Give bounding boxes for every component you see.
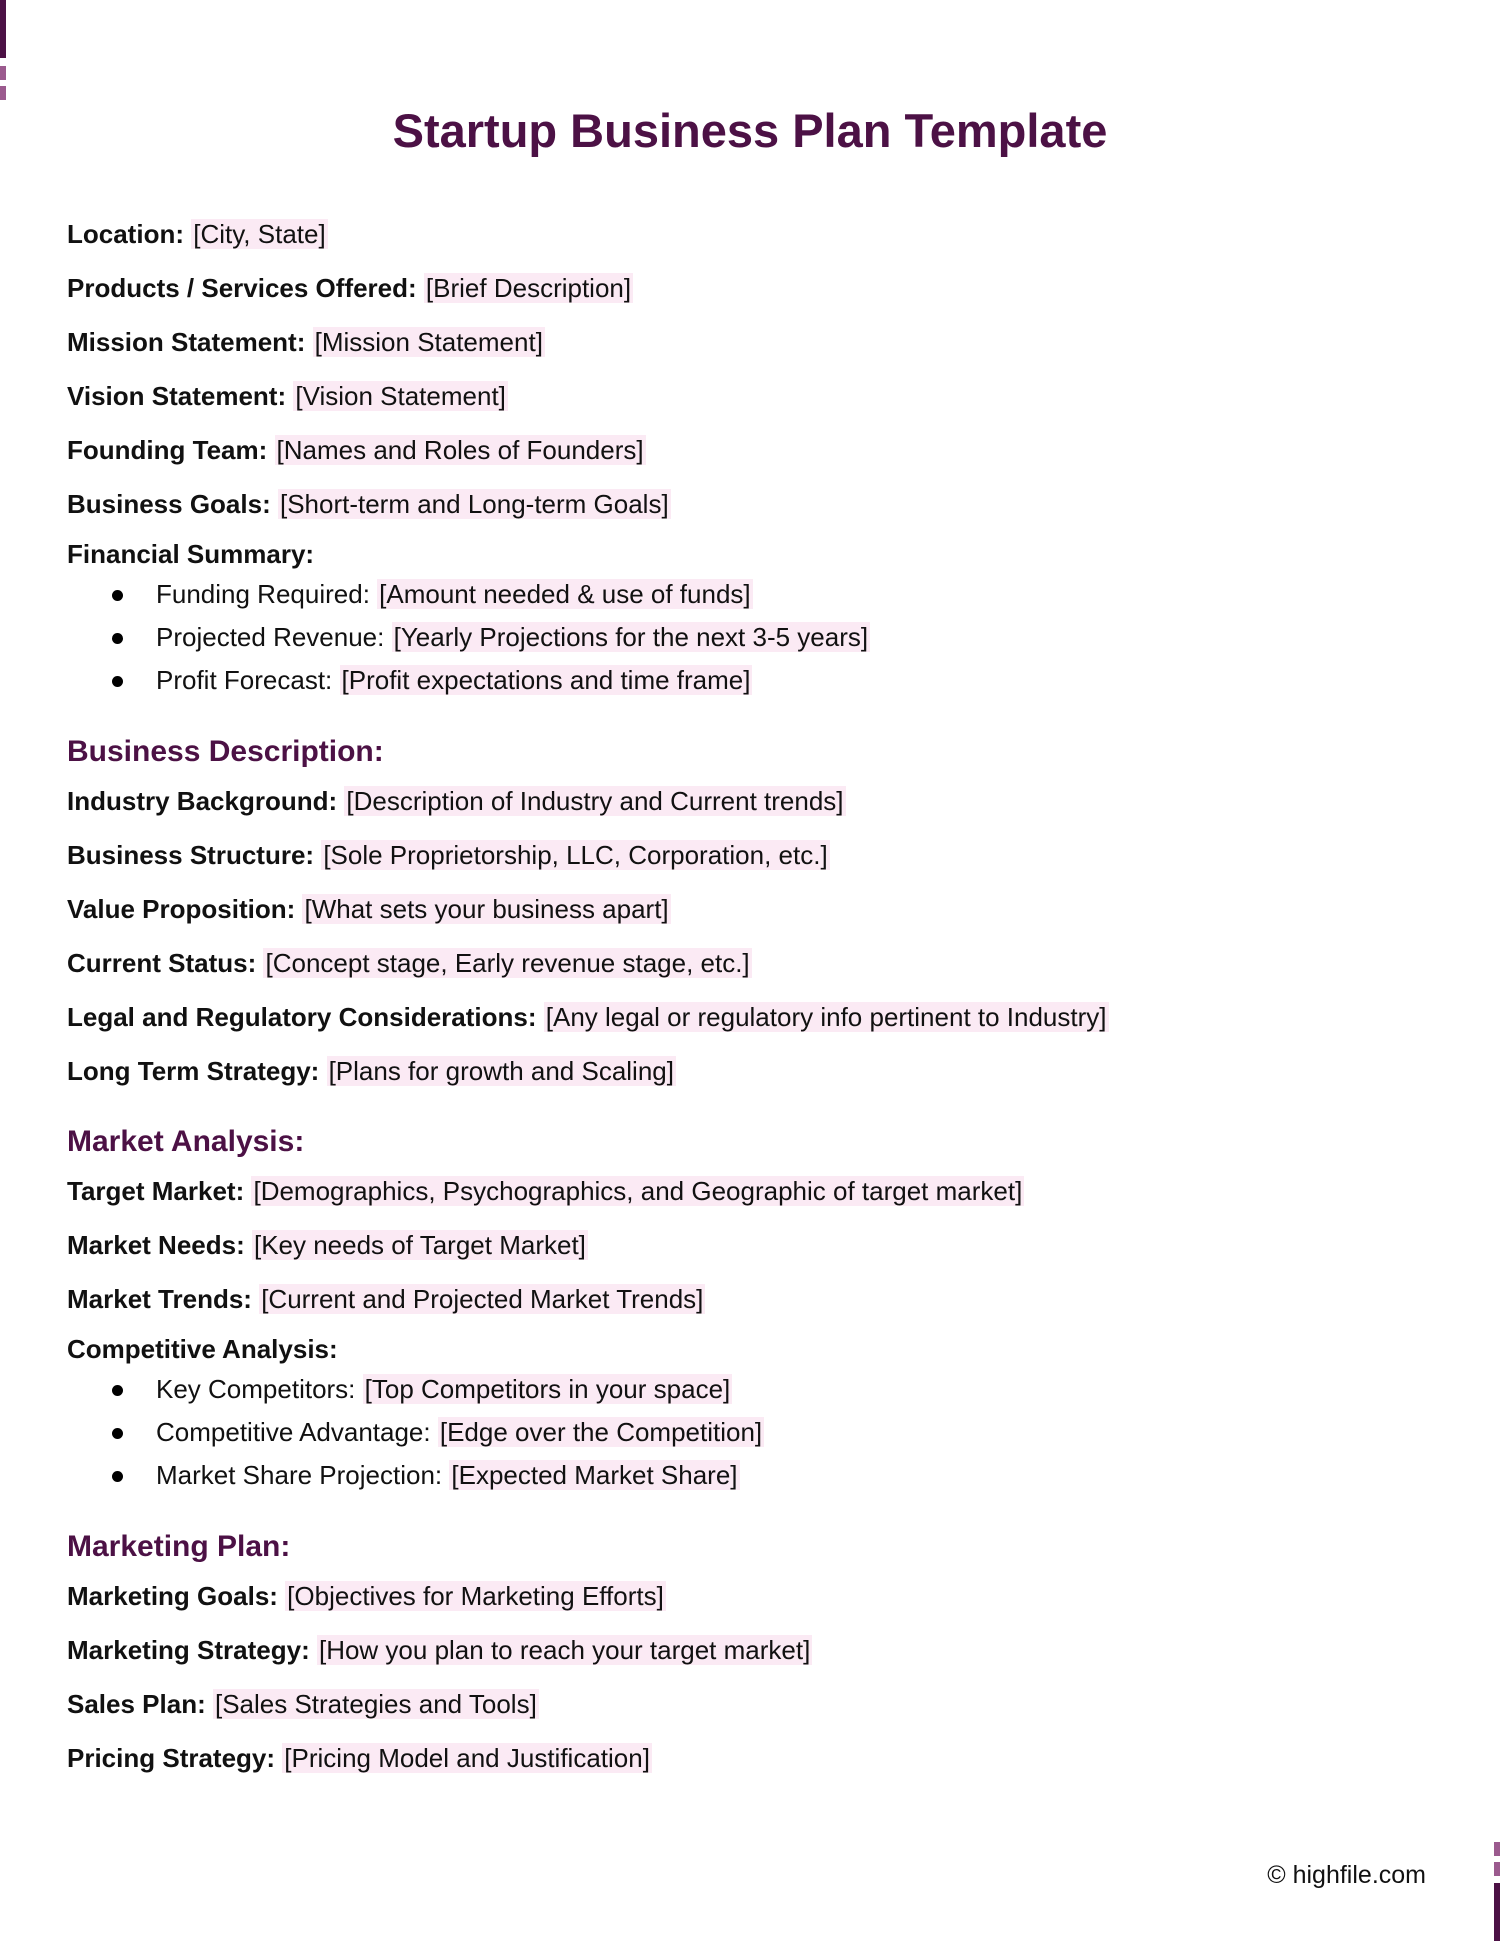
industry-background-field	[67, 778, 1427, 832]
bullet-icon	[112, 1428, 123, 1439]
field-label: Business Goals:	[67, 489, 271, 519]
corner-dash-top-left-2	[0, 86, 6, 100]
field-placeholder[interactable]: [Concept stage, Early revenue stage, etc.]	[265, 948, 750, 978]
list-item	[67, 616, 1427, 659]
bullet-icon	[112, 676, 123, 687]
item-label: Market Share Projection:	[156, 1460, 443, 1490]
item-placeholder[interactable]: [Yearly Projections for the next 3-5 years]	[393, 622, 869, 652]
corner-dash-bottom-right-1	[1494, 1842, 1500, 1856]
field-label: Business Structure:	[67, 840, 315, 870]
financial-summary-list	[67, 573, 1427, 702]
target-market-field	[67, 1168, 1427, 1222]
marketing-plan-heading: Marketing Plan:	[67, 1530, 291, 1563]
field-placeholder[interactable]: [Demographics, Psychographics, and Geographic of target market]	[253, 1176, 1023, 1206]
business-structure-field	[67, 832, 1427, 886]
list-item	[67, 1411, 1427, 1454]
field-placeholder[interactable]: [Plans for growth and Scaling]	[328, 1056, 674, 1086]
long-term-strategy-field	[67, 1048, 1427, 1102]
item-placeholder[interactable]: [Amount needed & use of funds]	[379, 579, 751, 609]
corner-dash-top-left-1	[0, 66, 6, 80]
item-placeholder[interactable]: [Profit expectations and time frame]	[341, 665, 751, 695]
sales-plan-field	[67, 1681, 1427, 1735]
bullet-icon	[112, 590, 123, 601]
corner-dash-bottom-right-2	[1494, 1862, 1500, 1876]
field-label: Long Term Strategy:	[67, 1056, 320, 1086]
field-placeholder[interactable]: [Mission Statement]	[314, 327, 543, 357]
vision-field	[67, 373, 1427, 427]
page-title: Startup Business Plan Template	[392, 104, 1108, 157]
market-analysis-heading: Market Analysis:	[67, 1125, 305, 1158]
corner-bar-top-left	[0, 0, 6, 58]
item-label: Profit Forecast:	[156, 665, 333, 695]
location-field	[67, 211, 1427, 265]
financial-summary-label: Financial Summary:	[67, 539, 315, 569]
corner-bar-bottom-right	[1494, 1883, 1500, 1941]
item-label: Funding Required:	[156, 579, 370, 609]
field-label: Marketing Strategy:	[67, 1635, 310, 1665]
field-label: Legal and Regulatory Considerations:	[67, 1002, 537, 1032]
field-placeholder[interactable]: [Current and Projected Market Trends]	[261, 1284, 704, 1314]
copyright-footer: © highfile.com	[1267, 1861, 1426, 1889]
field-label: Location:	[67, 219, 184, 249]
item-placeholder[interactable]: [Edge over the Competition]	[439, 1417, 763, 1447]
field-label: Vision Statement:	[67, 381, 287, 411]
item-placeholder[interactable]: [Expected Market Share]	[451, 1460, 738, 1490]
bullet-icon	[112, 1385, 123, 1396]
products-field	[67, 265, 1427, 319]
field-label: Current Status:	[67, 948, 257, 978]
field-placeholder[interactable]: [How you plan to reach your target market]	[318, 1635, 811, 1665]
field-placeholder[interactable]: [Description of Industry and Current trends]	[346, 786, 844, 816]
field-placeholder[interactable]: [City, State]	[193, 219, 326, 249]
field-label: Value Proposition:	[67, 894, 296, 924]
pricing-strategy-field	[67, 1735, 1427, 1789]
document-body	[67, 211, 1427, 1789]
field-label: Target Market:	[67, 1176, 245, 1206]
marketing-strategy-field	[67, 1627, 1427, 1681]
field-label: Market Needs:	[67, 1230, 245, 1260]
field-placeholder[interactable]: [Sole Proprietorship, LLC, Corporation, etc.]	[323, 840, 828, 870]
founding-team-field	[67, 427, 1427, 481]
competitive-analysis-list	[67, 1368, 1427, 1497]
market-needs-field	[67, 1222, 1427, 1276]
field-label: Mission Statement:	[67, 327, 306, 357]
item-label: Competitive Advantage:	[156, 1417, 431, 1447]
field-label: Marketing Goals:	[67, 1581, 278, 1611]
list-item	[67, 659, 1427, 702]
list-item	[67, 1454, 1427, 1497]
bullet-icon	[112, 633, 123, 644]
field-label: Sales Plan:	[67, 1689, 206, 1719]
field-placeholder[interactable]: [Any legal or regulatory info pertinent to Industry]	[545, 1002, 1107, 1032]
item-label: Key Competitors:	[156, 1374, 356, 1404]
bullet-icon	[112, 1471, 123, 1482]
field-placeholder[interactable]: [Sales Strategies and Tools]	[214, 1689, 537, 1719]
field-label: Market Trends:	[67, 1284, 252, 1314]
field-placeholder[interactable]: [Vision Statement]	[295, 381, 506, 411]
current-status-field	[67, 940, 1427, 994]
field-label: Products / Services Offered:	[67, 273, 417, 303]
field-label: Founding Team:	[67, 435, 268, 465]
market-trends-field	[67, 1276, 1427, 1330]
business-goals-field	[67, 481, 1427, 535]
field-placeholder[interactable]: [Short-term and Long-term Goals]	[279, 489, 669, 519]
field-placeholder[interactable]: [Brief Description]	[425, 273, 632, 303]
field-placeholder[interactable]: [Names and Roles of Founders]	[276, 435, 644, 465]
list-item	[67, 1368, 1427, 1411]
competitive-analysis-label: Competitive Analysis:	[67, 1334, 338, 1364]
list-item	[67, 573, 1427, 616]
field-placeholder[interactable]: [Key needs of Target Market]	[253, 1230, 586, 1260]
marketing-goals-field	[67, 1573, 1427, 1627]
business-description-heading: Business Description:	[67, 735, 384, 768]
item-label: Projected Revenue:	[156, 622, 385, 652]
field-label: Pricing Strategy:	[67, 1743, 276, 1773]
field-placeholder[interactable]: [Objectives for Marketing Efforts]	[287, 1581, 664, 1611]
field-placeholder[interactable]: [Pricing Model and Justification]	[284, 1743, 650, 1773]
item-placeholder[interactable]: [Top Competitors in your space]	[364, 1374, 731, 1404]
field-placeholder[interactable]: [What sets your business apart]	[304, 894, 669, 924]
legal-regulatory-field	[67, 994, 1427, 1048]
field-label: Industry Background:	[67, 786, 338, 816]
value-proposition-field	[67, 886, 1427, 940]
mission-field	[67, 319, 1427, 373]
